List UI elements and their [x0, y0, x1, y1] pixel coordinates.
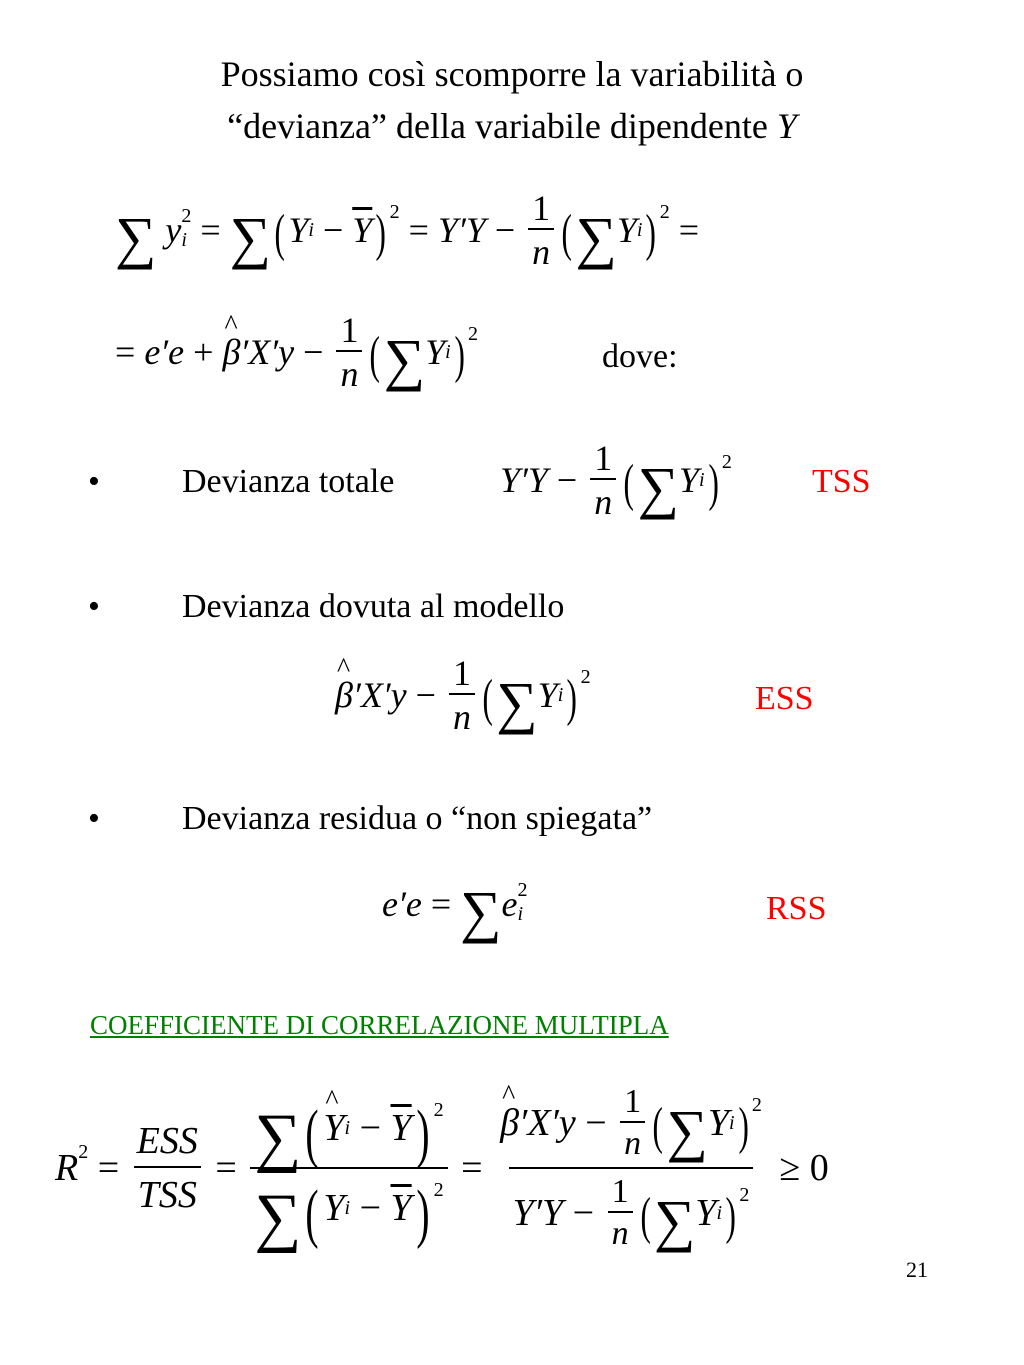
- page-number: 21: [906, 1257, 928, 1282]
- label-devianza-modello: Devianza dovuta al modello: [182, 588, 565, 625]
- dove-text: dove:: [602, 338, 678, 375]
- slide-title-line-1: Possiamo così scomporre la variabilità o: [220, 54, 804, 94]
- bullet-model: •: [88, 588, 100, 625]
- fraction-ess-tss: $\frac{\text{ESS}}{\text{TSS}}$: [133, 1122, 202, 1214]
- equation-decomposition-line-1: ∑ y $^2$ i = ∑ ( Y i − $\overline{Y}$ ) $^2$ = Y′Y − $\frac{1}{n}$ ( ∑ Y i ) $^2$ =: [115, 188, 700, 272]
- slide-title-line-2-text: “devianza” della variabile dipendente: [227, 106, 768, 146]
- fraction-matrix-form: ^ β ′X′y − $\frac{1}{n}$ ( ∑ Y i ) $^2$ Y′Y − $\frac{1}{n}$ ( ∑ Y i ) $^2$: [496, 1085, 766, 1251]
- slide-title-variable: Y: [776, 106, 797, 146]
- equation-decomposition-line-2: = e′e + ^ β ′X′y − $\frac{1}{n}$ ( ∑ Y i ) $^2$: [115, 312, 478, 392]
- code-ess: ESS: [755, 680, 814, 717]
- bullet-total: •: [88, 463, 100, 500]
- slide-title-line-2: [0, 100, 1024, 152]
- bullet-residual: •: [88, 800, 100, 837]
- fraction-sum-squares: ∑ ( ^ Y i − $\overline{Y}$ ) $^2$ ∑ ( Y i − $\overline{Y}$ ) $^2$: [250, 1095, 447, 1241]
- code-rss: RSS: [766, 890, 827, 927]
- coefficient-heading: COEFFICIENTE DI CORRELAZIONE MULTIPLA: [90, 1010, 669, 1040]
- label-devianza-totale: Devianza totale: [182, 463, 395, 500]
- formula-ess: ^ β ′X′y − $\frac{1}{n}$ ( ∑ Y i ) $^2$: [335, 655, 591, 735]
- code-tss: TSS: [812, 463, 871, 500]
- formula-tss: Y′Y − $\frac{1}{n}$ ( ∑ Y i ) $^2$: [500, 438, 732, 522]
- label-devianza-residua: Devianza residua o “non spiegata”: [182, 800, 653, 837]
- formula-r-squared: R $^2$ = $\frac{\text{ESS}}{\text{TSS}}$ = ∑ ( ^ Y i − $\overline{Y}$ ) $^2$ ∑ ( Y i − $\overline{Y}$ ) $^2$ = ^ β ′X′y − $\frac{1}{n}$ ( ∑ Y i ) $^2$ Y′Y − $\frac{1}{n}$ ( ∑ Y i ) $^2$ ≥ 0: [55, 1085, 955, 1251]
- formula-rss: e′e = ∑ e $^2$ i: [382, 879, 528, 944]
